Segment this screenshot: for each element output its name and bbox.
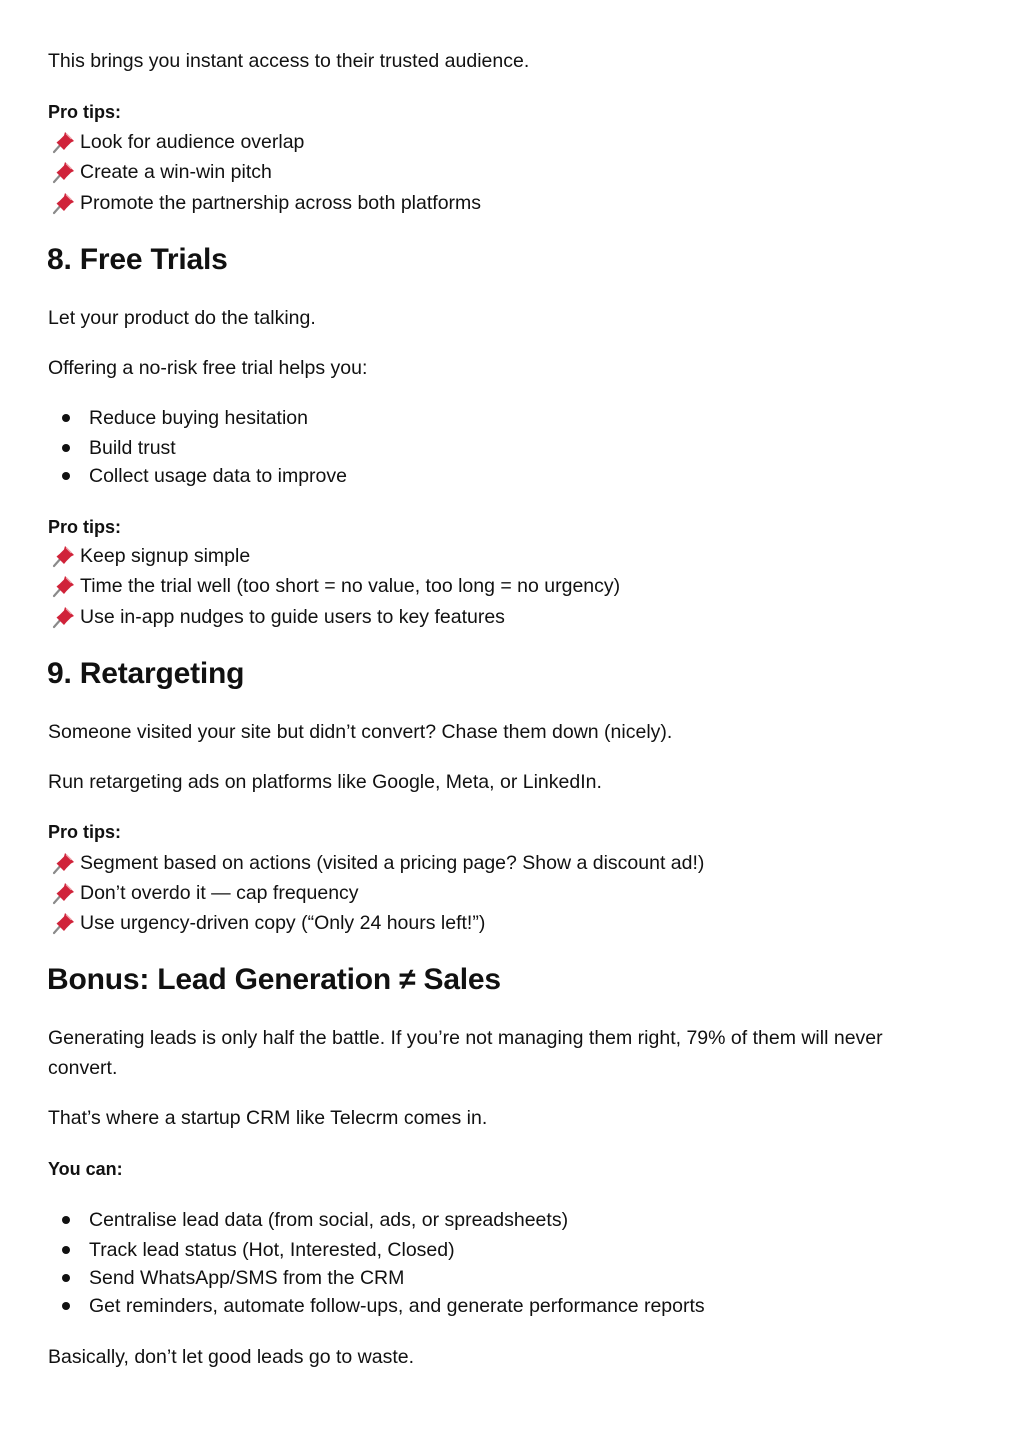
- paragraph: Run retargeting ads on platforms like Google, Meta, or LinkedIn.: [48, 771, 602, 793]
- paragraph: Offering a no-risk free trial helps you:: [48, 357, 368, 379]
- pushpin-icon: [51, 544, 77, 568]
- tip-item: [51, 541, 250, 571]
- closing-paragraph: Basically, don’t let good leads go to waste.: [48, 1346, 415, 1368]
- bullet-dot-icon: [62, 1274, 70, 1282]
- intro-paragraph: This brings you instant access to their trusted audience.: [48, 50, 530, 72]
- paragraph: That’s where a startup CRM like Telecrm comes in.: [48, 1107, 488, 1129]
- tip-item: [51, 188, 481, 218]
- pushpin-icon: [51, 160, 77, 184]
- bullet-dot-icon: [62, 1246, 70, 1254]
- list-item-text: Send WhatsApp/SMS from the CRM: [89, 1267, 405, 1289]
- tip-text: Use in-app nudges to guide users to key features: [80, 606, 505, 628]
- tip-text: Keep signup simple: [80, 545, 251, 567]
- paragraph: Let your product do the talking.: [48, 307, 316, 329]
- tip-item: [51, 571, 620, 601]
- pro-tips-label: Pro tips:: [48, 517, 122, 537]
- list-item: [62, 433, 176, 463]
- tip-item: [51, 127, 304, 157]
- tip-item: [51, 157, 272, 187]
- tip-text: Segment based on actions (visited a pricing page? Show a discount ad!): [80, 852, 705, 874]
- section-heading-bonus: Bonus: Lead Generation ≠ Sales: [47, 963, 501, 996]
- bullet-dot-icon: [62, 472, 70, 480]
- bullet-dot-icon: [62, 444, 70, 452]
- list-item-text: Track lead status (Hot, Interested, Closed): [89, 1239, 455, 1261]
- paragraph: Generating leads is only half the battle. If you’re not managing them right, 79% of them will never convert.: [48, 1027, 883, 1079]
- tip-text: Time the trial well (too short = no value, too long = no urgency): [80, 575, 621, 597]
- pushpin-icon: [51, 130, 77, 154]
- tip-text: Look for audience overlap: [80, 131, 305, 153]
- bullet-dot-icon: [62, 1302, 70, 1310]
- pushpin-icon: [51, 605, 77, 629]
- list-item-text: Get reminders, automate follow-ups, and generate performance reports: [89, 1295, 705, 1317]
- tip-text: Create a win-win pitch: [80, 161, 272, 183]
- list-item: [62, 461, 347, 491]
- list-item: [62, 403, 308, 433]
- pushpin-icon: [51, 574, 77, 598]
- bullet-dot-icon: [62, 1216, 70, 1224]
- tip-item: [51, 848, 704, 878]
- list-item-text: Centralise lead data (from social, ads, or spreadsheets): [89, 1209, 569, 1231]
- tip-item: [51, 602, 505, 632]
- tip-item: [51, 878, 359, 908]
- tip-text: Use urgency-driven copy (“Only 24 hours left!”): [80, 912, 486, 934]
- list-item-text: Reduce buying hesitation: [89, 407, 308, 429]
- pushpin-icon: [51, 911, 77, 935]
- list-item: [62, 1291, 705, 1321]
- list-item: [62, 1263, 404, 1293]
- pro-tips-label: Pro tips:: [48, 822, 122, 842]
- list-item-text: Build trust: [89, 437, 176, 459]
- pushpin-icon: [51, 851, 77, 875]
- pushpin-icon: [51, 191, 77, 215]
- list-item: [62, 1235, 455, 1265]
- tip-text: Promote the partnership across both platforms: [80, 192, 482, 214]
- section-heading-free-trials: 8. Free Trials: [47, 243, 228, 276]
- you-can-label: You can:: [48, 1159, 123, 1179]
- tip-text: Don’t overdo it — cap frequency: [80, 882, 359, 904]
- section-heading-retargeting: 9. Retargeting: [47, 657, 245, 690]
- bullet-dot-icon: [62, 414, 70, 422]
- tip-item: [51, 908, 485, 938]
- list-item-text: Collect usage data to improve: [89, 465, 347, 487]
- pushpin-icon: [51, 881, 77, 905]
- paragraph: Someone visited your site but didn’t convert? Chase them down (nicely).: [48, 721, 673, 743]
- list-item: [62, 1205, 568, 1235]
- pro-tips-label: Pro tips:: [48, 102, 122, 122]
